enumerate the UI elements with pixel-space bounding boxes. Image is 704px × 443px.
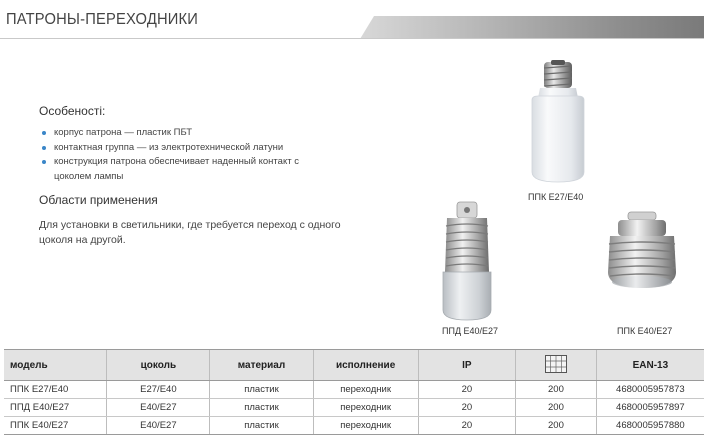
features-heading: Особеності: bbox=[39, 104, 106, 118]
table-row bbox=[4, 399, 704, 417]
cell-model: ППК Е27/Е40 bbox=[4, 381, 107, 399]
product-caption: ППК Е40/Е27 bbox=[617, 326, 673, 336]
cell-model: ППД Е40/Е27 bbox=[4, 399, 107, 417]
cell-design: переходник bbox=[313, 381, 418, 399]
cell-ip: 20 bbox=[418, 417, 516, 435]
cell-base: Е40/Е27 bbox=[107, 417, 210, 435]
cell-material: пластик bbox=[210, 381, 313, 399]
column-header-ean: EAN-13 bbox=[596, 350, 704, 381]
column-header-material: материал bbox=[210, 350, 313, 381]
column-header-design: исполнение bbox=[313, 350, 418, 381]
column-header-base: цоколь bbox=[107, 350, 210, 381]
cell-base: Е27/Е40 bbox=[107, 381, 210, 399]
table-header-row bbox=[4, 350, 704, 381]
cell-pack: 200 bbox=[516, 381, 597, 399]
column-header-pack bbox=[516, 350, 597, 381]
bullet-icon bbox=[42, 146, 46, 150]
features-list bbox=[42, 126, 332, 184]
list-item-text: контактная группа — из электротехнической латуни bbox=[54, 141, 284, 153]
list-item-text: конструкция патрона обеспечивает наденный контакт с цоколем лампы bbox=[54, 156, 299, 182]
product-caption: ППД Е40/Е27 bbox=[442, 326, 499, 336]
box-grid-icon bbox=[545, 355, 567, 376]
bullet-icon bbox=[42, 160, 46, 164]
cell-ean: 4680005957873 bbox=[596, 381, 704, 399]
column-header-ip: IP bbox=[418, 350, 516, 381]
table-row bbox=[4, 417, 704, 435]
cell-ip: 20 bbox=[418, 381, 516, 399]
product-image-ppk-e27-e40 bbox=[518, 60, 598, 188]
cell-ean: 4680005957897 bbox=[596, 399, 704, 417]
applications-text: Для установки в светильники, где требуется переход с одного цоколя на другой. bbox=[39, 219, 341, 246]
cell-pack: 200 bbox=[516, 399, 597, 417]
cell-design: переходник bbox=[313, 399, 418, 417]
table-row bbox=[4, 381, 704, 399]
bullet-icon bbox=[42, 131, 46, 135]
cell-ean: 4680005957880 bbox=[596, 417, 704, 435]
applications-heading: Области применения bbox=[39, 193, 158, 207]
cell-ip: 20 bbox=[418, 399, 516, 417]
cell-design: переходник bbox=[313, 417, 418, 435]
list-item bbox=[42, 141, 332, 156]
cell-pack: 200 bbox=[516, 417, 597, 435]
product-caption: ППК Е27/Е40 bbox=[528, 192, 584, 202]
list-item bbox=[42, 155, 324, 184]
spec-table bbox=[4, 349, 704, 435]
list-item bbox=[42, 126, 332, 141]
page-title: ПАТРОНЫ-ПЕРЕХОДНИКИ bbox=[6, 11, 199, 28]
title-decor-band bbox=[360, 16, 704, 39]
cell-material: пластик bbox=[210, 399, 313, 417]
column-header-model: модель bbox=[4, 350, 107, 381]
product-image-ppd-e40-e27 bbox=[427, 200, 507, 322]
list-item-text: корпус патрона — пластик ПБТ bbox=[54, 127, 193, 138]
cell-material: пластик bbox=[210, 417, 313, 435]
product-image-ppk-e40-e27 bbox=[604, 210, 680, 292]
cell-model: ППК Е40/Е27 bbox=[4, 417, 107, 435]
cell-base: Е40/Е27 bbox=[107, 399, 210, 417]
title-divider bbox=[0, 38, 704, 39]
